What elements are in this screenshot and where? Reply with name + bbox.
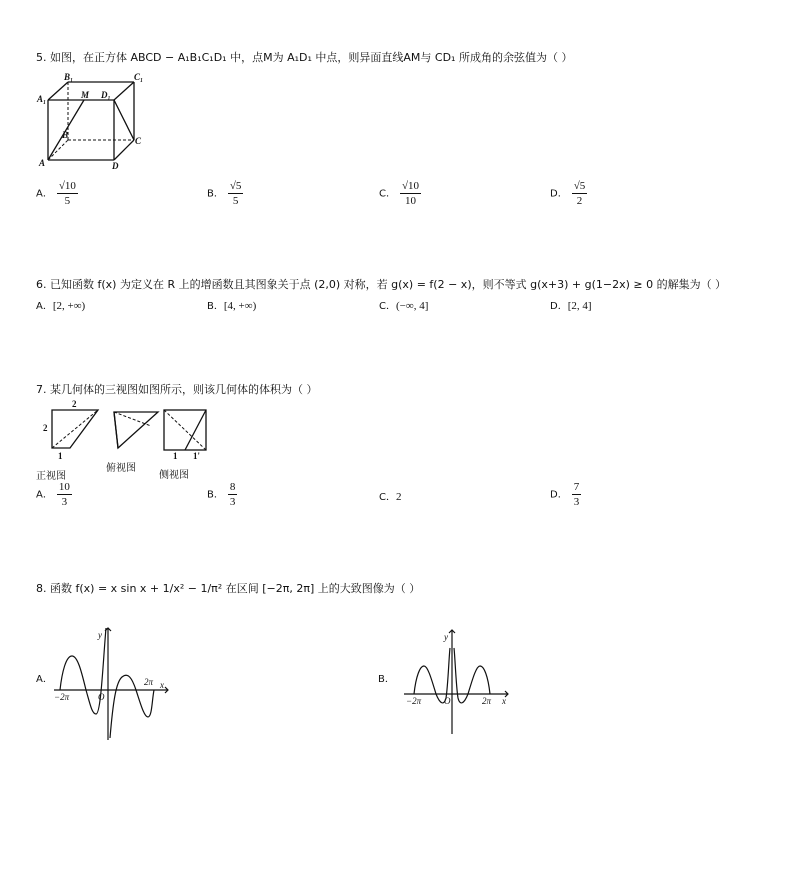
q5-option-d[interactable]: D． $\frac{√5}{2}$ [550, 180, 586, 207]
q8-graph-b[interactable] [402, 626, 514, 736]
label-c: C [135, 136, 142, 146]
q5-option-a[interactable]: A． $\frac{√10}{5}$ [36, 180, 76, 207]
q6-option-b[interactable]: B．[4, +∞) [207, 300, 257, 312]
label-m: M [81, 90, 90, 100]
q8-graph-a[interactable] [52, 622, 174, 742]
graph-b-neg-label: −2π [406, 696, 422, 706]
view-label-side: 侧视图 [159, 470, 189, 481]
label-a1: A₁ [37, 94, 47, 104]
label-b: B [62, 130, 69, 140]
q7-option-b[interactable]: B． $\frac{8}{3}$ [207, 481, 236, 508]
fig7-label-side-1a: 1 [173, 451, 178, 461]
graph-a-x-label: x [160, 680, 164, 690]
q5-option-b[interactable]: B． $\frac{√5}{5}$ [207, 180, 242, 207]
q8-option-a-label[interactable]: A． [36, 674, 53, 685]
graph-b-y-label: y [444, 632, 448, 642]
fig7-label-side-1b: 1' [193, 451, 201, 461]
three-views-figure [36, 396, 216, 462]
label-a: A [39, 158, 46, 168]
q6-option-c[interactable]: C．(−∞, 4] [379, 300, 429, 312]
fig7-label-bottom-1: 1 [58, 451, 63, 461]
q7-option-c[interactable]: C．2 [379, 491, 402, 503]
view-label-top: 俯视图 [106, 463, 136, 474]
graph-a-pos-label: 2π [144, 677, 154, 687]
graph-b-pos-label: 2π [482, 696, 492, 706]
question-6-text: 6. 已知函数 f(x) 为定义在 R 上的增函数且其图象关于点 (2,0) 对称，若 g(x) = f(2 − x)，则不等式 g(x+3) + g(1−2x) ≥ 0 的解集为（ ） [36, 278, 727, 291]
q7-option-d[interactable]: D． $\frac{7}{3}$ [550, 481, 580, 508]
q5-option-c[interactable]: C． $\frac{√10}{10}$ [379, 180, 420, 207]
view-label-front: 正视图 [36, 471, 66, 482]
q6-option-d[interactable]: D．[2, 4] [550, 300, 592, 312]
label-c1: C₁ [134, 72, 144, 82]
graph-b-x-label: x [502, 696, 506, 706]
fig7-label-top-2: 2 [72, 399, 77, 409]
q8-curve-a [60, 628, 154, 738]
question-8-text: 8. 函数 f(x) = x sin x + 1/x² − 1/π² 在区间 [−2π, 2π] 上的大致图像为（ ） [36, 582, 421, 595]
graph-b-origin-label: O [444, 696, 451, 706]
graph-a-y-label: y [98, 630, 102, 640]
label-b1: B₁ [64, 72, 74, 82]
q7-option-a[interactable]: A． $\frac{10}{3}$ [36, 481, 70, 508]
q6-option-a[interactable]: A．[2, +∞) [36, 300, 86, 312]
question-7-text: 7. 某几何体的三视图如图所示，则该几何体的体积为（ ） [36, 383, 318, 396]
cube-figure [36, 70, 146, 170]
question-5-text: 5. 如图，在正方体 ABCD − A₁B₁C₁D₁ 中，点M为 A₁D₁ 中点，则异面直线AM与 CD₁ 所成角的余弦值为（ ） [36, 51, 573, 64]
q8-option-b-label[interactable]: B． [378, 674, 395, 685]
graph-a-neg-label: −2π [54, 692, 70, 702]
label-d: D [112, 161, 119, 170]
graph-a-origin-label: O [98, 692, 105, 702]
fig7-label-left-2: 2 [43, 423, 48, 433]
label-d1: D₁ [101, 90, 111, 100]
